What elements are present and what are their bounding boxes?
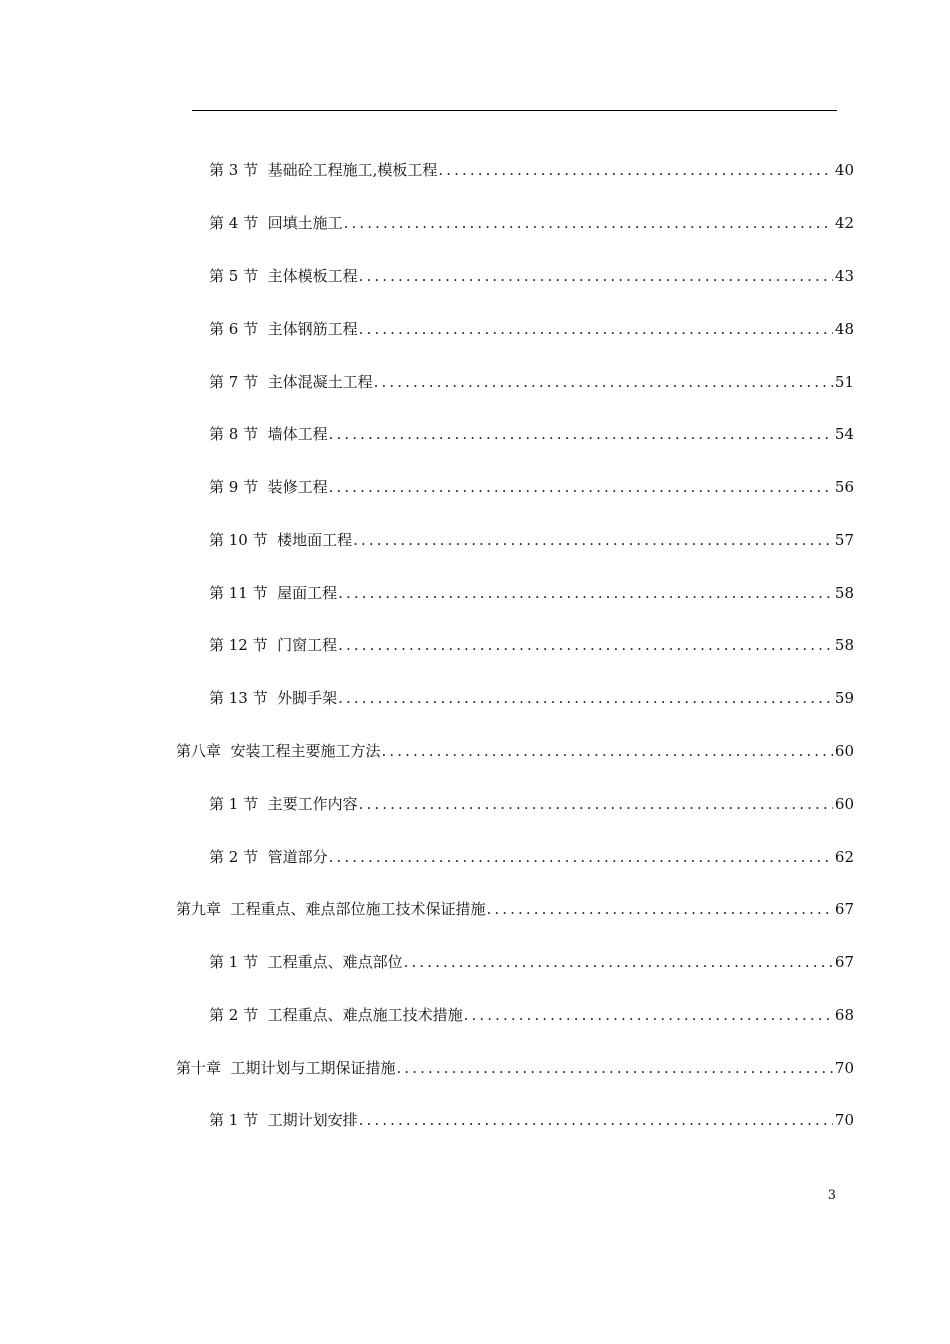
toc-entry-page: 54 bbox=[834, 425, 854, 443]
page-number: 3 bbox=[827, 1188, 836, 1203]
toc-entry-page: 40 bbox=[834, 161, 854, 179]
header-rule bbox=[192, 110, 837, 111]
toc-entry-page: 48 bbox=[834, 320, 854, 338]
toc-entry-title: 第 5 节 主体模板工程 bbox=[209, 267, 358, 285]
toc-chapter-entry[interactable] bbox=[176, 897, 854, 921]
toc-dot-leader bbox=[374, 370, 833, 394]
toc-entry[interactable] bbox=[209, 264, 854, 288]
toc-dot-leader bbox=[487, 897, 833, 921]
toc-dot-leader bbox=[338, 686, 833, 710]
toc-dot-leader bbox=[359, 264, 833, 288]
toc-entry-title: 第 2 节 管道部分 bbox=[209, 848, 328, 866]
toc-chapter-entry[interactable] bbox=[176, 739, 854, 763]
toc-dot-leader bbox=[382, 739, 833, 763]
toc-dot-leader bbox=[329, 475, 833, 499]
toc-entry-title: 第 1 节 工程重点、难点部位 bbox=[209, 953, 403, 971]
toc-entry-page: 43 bbox=[834, 267, 854, 285]
toc-dot-leader bbox=[359, 792, 833, 816]
toc-dot-leader bbox=[438, 158, 833, 182]
toc-entry[interactable] bbox=[209, 633, 854, 657]
toc-entry-page: 57 bbox=[834, 531, 854, 549]
toc-entry-title: 第 2 节 工程重点、难点施工技术措施 bbox=[209, 1006, 463, 1024]
toc-entry-title: 第 7 节 主体混凝土工程 bbox=[209, 373, 373, 391]
toc-dot-leader bbox=[404, 950, 833, 974]
toc-dot-leader bbox=[329, 422, 833, 446]
toc-dot-leader bbox=[338, 633, 833, 657]
toc-entry-page: 67 bbox=[834, 900, 854, 918]
toc-entry[interactable] bbox=[209, 158, 854, 182]
toc-entry-title: 第 1 节 主要工作内容 bbox=[209, 795, 358, 813]
toc-entry-title: 第 11 节 屋面工程 bbox=[209, 584, 338, 602]
toc-entry-title: 第九章 工程重点、难点部位施工技术保证措施 bbox=[176, 900, 486, 918]
toc-entry-title: 第 12 节 门窗工程 bbox=[209, 636, 338, 654]
toc-entry-page: 58 bbox=[834, 584, 854, 602]
toc-entry[interactable] bbox=[209, 845, 854, 869]
toc-entry-title: 第 13 节 外脚手架 bbox=[209, 689, 338, 707]
toc-entry-title: 第 10 节 楼地面工程 bbox=[209, 531, 353, 549]
toc-chapter-entry[interactable] bbox=[176, 1056, 854, 1080]
toc-entry[interactable] bbox=[209, 581, 854, 605]
toc-dot-leader bbox=[397, 1056, 833, 1080]
toc-dot-leader bbox=[353, 528, 833, 552]
toc-entry[interactable] bbox=[209, 1108, 854, 1132]
toc-entry-page: 62 bbox=[834, 848, 854, 866]
toc-entry-page: 42 bbox=[834, 214, 854, 232]
toc-dot-leader bbox=[359, 317, 833, 341]
toc-entry-page: 51 bbox=[834, 373, 854, 391]
toc-entry-title: 第 9 节 装修工程 bbox=[209, 478, 328, 496]
toc-entry-title: 第 3 节 基础砼工程施工,模板工程 bbox=[209, 161, 438, 179]
toc-entry-page: 60 bbox=[834, 742, 854, 760]
toc-dot-leader bbox=[338, 581, 833, 605]
toc-entry[interactable] bbox=[209, 528, 854, 552]
toc-entry-title: 第 6 节 主体钢筋工程 bbox=[209, 320, 358, 338]
toc-entry-title: 第 8 节 墙体工程 bbox=[209, 425, 328, 443]
toc-entry-title: 第八章 安装工程主要施工方法 bbox=[176, 742, 381, 760]
toc-entry[interactable] bbox=[209, 950, 854, 974]
toc-entry[interactable] bbox=[209, 317, 854, 341]
toc-entry-page: 67 bbox=[834, 953, 854, 971]
toc-entry-page: 58 bbox=[834, 636, 854, 654]
toc-entry-page: 56 bbox=[834, 478, 854, 496]
toc-entry[interactable] bbox=[209, 792, 854, 816]
toc-entry[interactable] bbox=[209, 686, 854, 710]
toc-entry[interactable] bbox=[209, 1003, 854, 1027]
toc-entry-page: 70 bbox=[834, 1059, 854, 1077]
toc-entry[interactable] bbox=[209, 211, 854, 235]
toc-entry-page: 70 bbox=[834, 1111, 854, 1129]
toc-entry[interactable] bbox=[209, 475, 854, 499]
toc-dot-leader bbox=[344, 211, 833, 235]
toc-entry-page: 60 bbox=[834, 795, 854, 813]
toc-entry-title: 第 4 节 回填土施工 bbox=[209, 214, 343, 232]
toc-dot-leader bbox=[464, 1003, 833, 1027]
toc-entry-title: 第十章 工期计划与工期保证措施 bbox=[176, 1059, 396, 1077]
toc-entry[interactable] bbox=[209, 422, 854, 446]
toc-entry-page: 68 bbox=[834, 1006, 854, 1024]
toc-dot-leader bbox=[359, 1108, 833, 1132]
toc-entry-page: 59 bbox=[834, 689, 854, 707]
toc-entry[interactable] bbox=[209, 370, 854, 394]
toc-entry-title: 第 1 节 工期计划安排 bbox=[209, 1111, 358, 1129]
toc-dot-leader bbox=[329, 845, 833, 869]
